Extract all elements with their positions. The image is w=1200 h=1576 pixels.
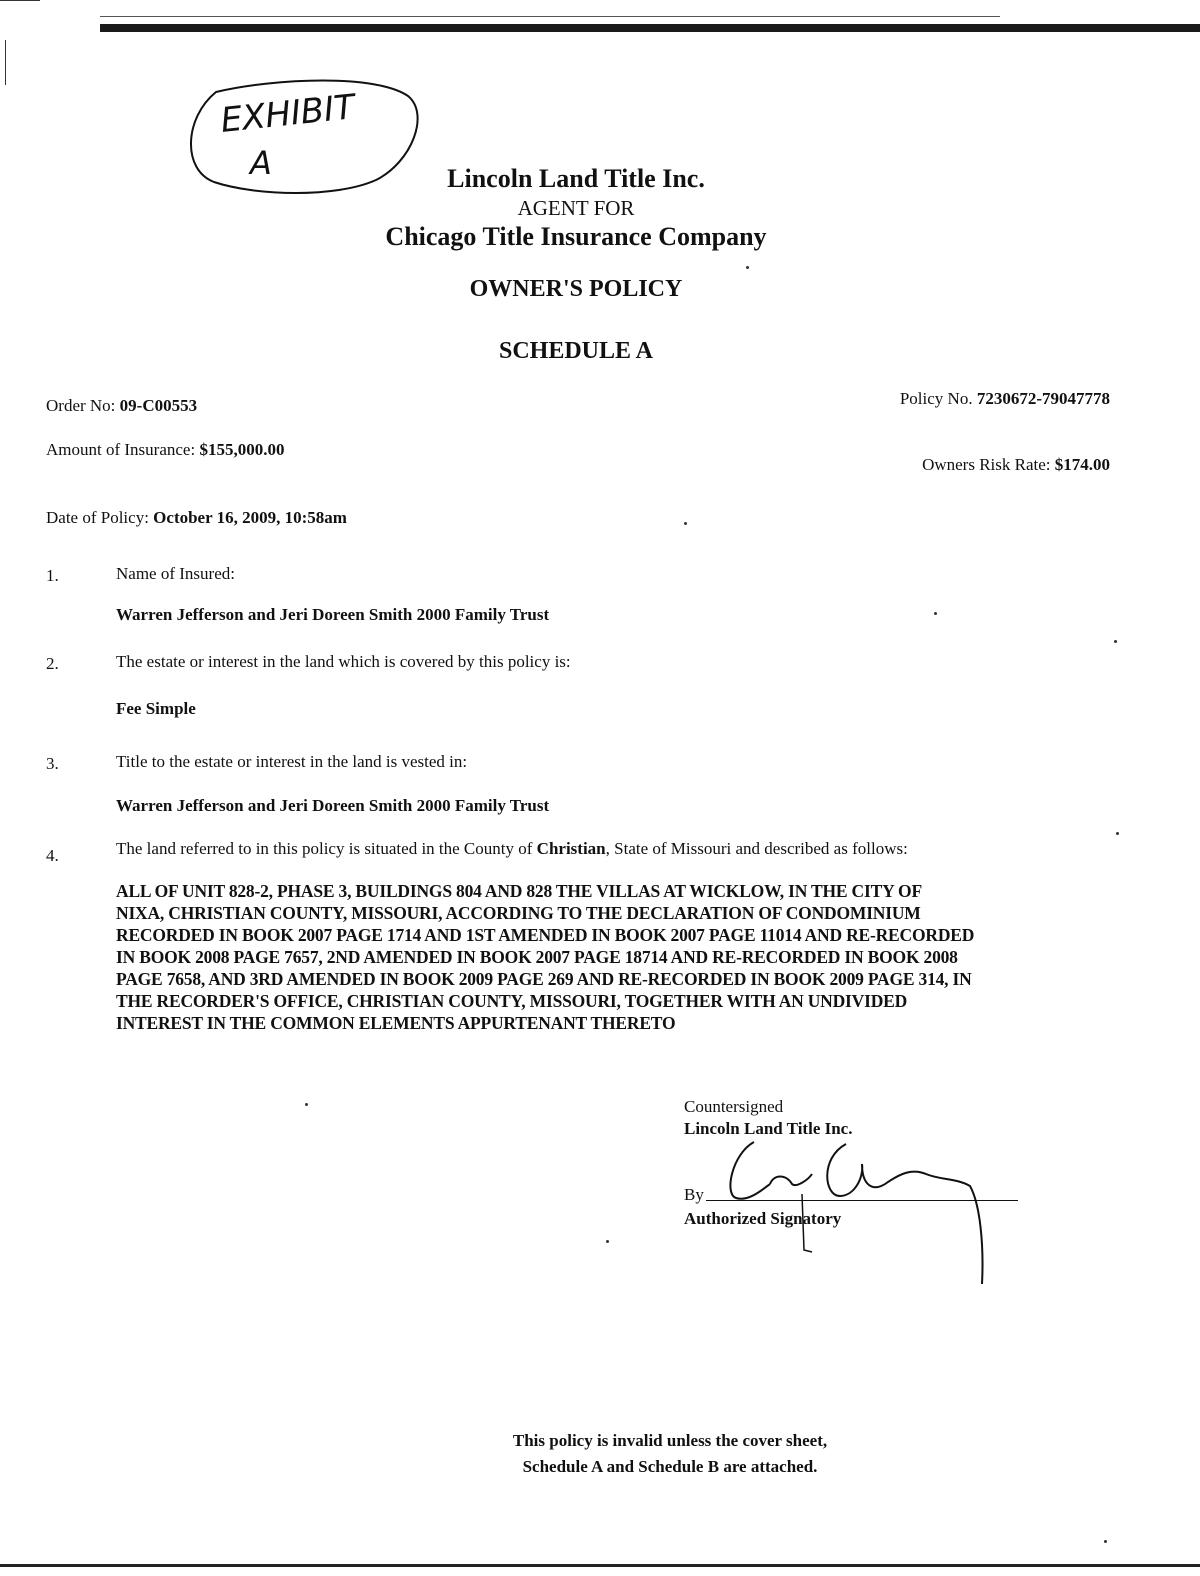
footer-line-2: Schedule A and Schedule B are attached. bbox=[522, 1457, 818, 1476]
legal-description bbox=[116, 880, 1116, 1034]
scan-speck bbox=[684, 522, 687, 525]
item-number-1: 1. bbox=[46, 566, 59, 585]
scan-artifact-edge bbox=[5, 40, 6, 85]
policy-number-value: 7230672-79047778 bbox=[976, 389, 1110, 408]
land-label-pre: The land referred to in this policy is situated in the County of bbox=[116, 839, 537, 858]
schedule-title: SCHEDULE A bbox=[498, 338, 654, 364]
scan-speck bbox=[1114, 640, 1117, 643]
item-label-1: Name of Insured: bbox=[116, 564, 235, 583]
estate-type: Fee Simple bbox=[116, 699, 196, 718]
legal-line: IN BOOK 2008 PAGE 7657, 2ND AMENDED IN BOOK 2007 PAGE 18714 AND RE-RECORDED IN BOOK 2008 bbox=[116, 947, 958, 967]
legal-line: PAGE 7658, AND 3RD AMENDED IN BOOK 2009 PAGE 269 AND RE-RECORDED IN BOOK 2009 PAGE 314, IN bbox=[116, 969, 972, 989]
legal-line: THE RECORDER'S OFFICE, CHRISTIAN COUNTY, MISSOURI, TOGETHER WITH AN UNDIVIDED bbox=[116, 991, 908, 1011]
item-label-3: Title to the estate or interest in the land is vested in: bbox=[116, 752, 468, 771]
order-number-value: 09-C00553 bbox=[119, 396, 198, 415]
risk-rate-label: Owners Risk Rate: bbox=[922, 455, 1051, 474]
order-number bbox=[46, 396, 197, 416]
item-number-4: 4. bbox=[46, 846, 59, 865]
risk-rate-value: $174.00 bbox=[1054, 455, 1110, 474]
date-value: October 16, 2009, 10:58am bbox=[153, 508, 347, 527]
legal-line: ALL OF UNIT 828-2, PHASE 3, BUILDINGS 804 AND 828 THE VILLAS AT WICKLOW, IN THE CITY OF bbox=[116, 881, 922, 901]
item-label-4 bbox=[116, 839, 908, 859]
legal-line: NIXA, CHRISTIAN COUNTY, MISSOURI, ACCORDING TO THE DECLARATION OF CONDOMINIUM bbox=[116, 903, 921, 923]
company-name: Lincoln Land Title Inc. bbox=[447, 164, 705, 193]
date-of-policy bbox=[46, 508, 347, 528]
scan-artifact-top-bar bbox=[100, 24, 1200, 32]
scan-speck bbox=[746, 266, 749, 269]
exhibit-letter: A bbox=[250, 144, 272, 182]
footer-note bbox=[380, 1428, 960, 1480]
legal-line: RECORDED IN BOOK 2007 PAGE 1714 AND 1ST AMENDED IN BOOK 2007 PAGE 11014 AND RE-RECORDED bbox=[116, 925, 975, 945]
policy-number-label: Policy No. bbox=[899, 389, 973, 408]
order-number-label: Order No: bbox=[46, 396, 116, 415]
amount-label: Amount of Insurance: bbox=[46, 440, 196, 459]
scan-artifact-corner bbox=[0, 0, 40, 1]
date-label: Date of Policy: bbox=[46, 508, 149, 527]
insurer-name: Chicago Title Insurance Company bbox=[385, 222, 767, 251]
scan-artifact-bottom-rule bbox=[0, 1564, 1200, 1567]
vested-in-name: Warren Jefferson and Jeri Doreen Smith 2000 Family Trust bbox=[116, 796, 550, 815]
exhibit-label: EXHIBIT bbox=[218, 87, 357, 141]
by-label: By bbox=[684, 1185, 704, 1204]
scan-artifact-thin-line bbox=[100, 16, 1000, 17]
county-name: Christian bbox=[536, 839, 606, 858]
item-number-3: 3. bbox=[46, 754, 59, 773]
scan-speck bbox=[606, 1240, 609, 1243]
countersigned-label: Countersigned bbox=[684, 1097, 784, 1116]
insured-name: Warren Jefferson and Jeri Doreen Smith 2000 Family Trust bbox=[116, 605, 550, 624]
scan-speck bbox=[1104, 1540, 1107, 1543]
item-number-2: 2. bbox=[46, 654, 59, 673]
agent-for-label: AGENT FOR bbox=[517, 196, 635, 220]
policy-title: OWNER'S POLICY bbox=[469, 276, 683, 302]
footer-line-1: This policy is invalid unless the cover sheet, bbox=[512, 1431, 828, 1450]
scan-speck bbox=[1116, 832, 1119, 835]
policy-number bbox=[900, 389, 1110, 409]
owners-risk-rate bbox=[922, 455, 1110, 475]
scan-speck bbox=[934, 612, 937, 615]
land-label-post: , State of Missouri and described as follows: bbox=[605, 839, 908, 858]
item-label-2: The estate or interest in the land which is covered by this policy is: bbox=[116, 652, 571, 671]
authorized-signatory-label: Authorized Signatory bbox=[684, 1209, 842, 1228]
countersign-company: Lincoln Land Title Inc. bbox=[684, 1119, 853, 1138]
legal-line: INTEREST IN THE COMMON ELEMENTS APPURTENANT THERETO bbox=[116, 1013, 676, 1033]
amount-of-insurance bbox=[46, 440, 284, 460]
scan-speck bbox=[305, 1103, 308, 1106]
amount-value: $155,000.00 bbox=[199, 440, 285, 459]
